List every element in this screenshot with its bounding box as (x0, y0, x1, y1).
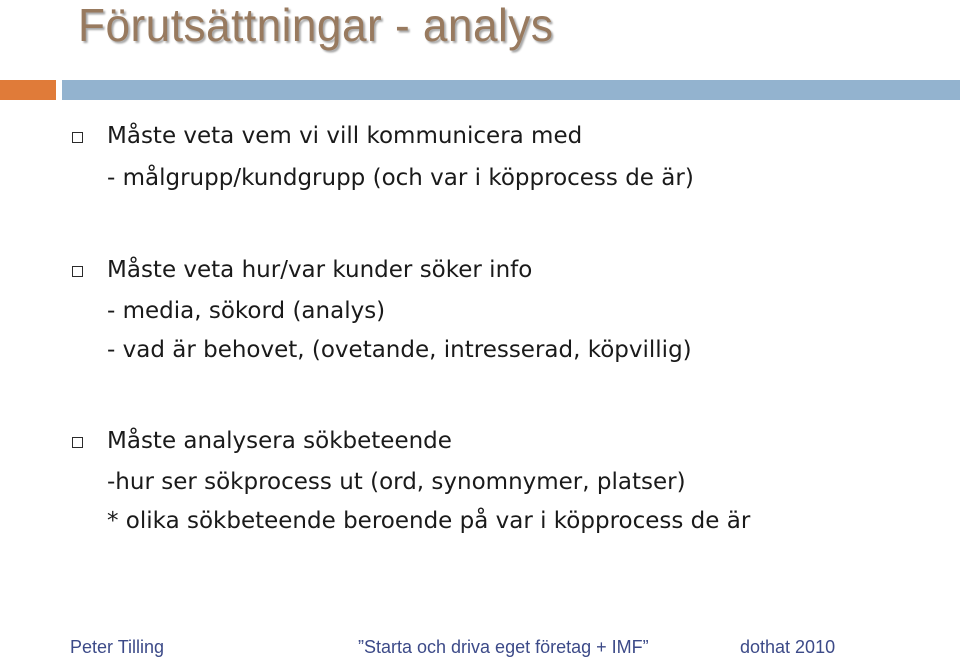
bullet-2-line-1: Måste veta hur/var kunder söker info (107, 257, 533, 283)
footer-company-year: dothat 2010 (740, 637, 836, 657)
footer-course-title: ”Starta och driva eget företag + IMF” (358, 637, 649, 657)
bullet-1-line-1: Måste veta vem vi vill kommunicera med (107, 123, 583, 149)
bullet-3-line-2: -hur ser sökprocess ut (ord, synomnymer, platser) (107, 469, 686, 495)
slide-title: Förutsättningar - analys (78, 0, 554, 51)
square-bullet-icon (72, 266, 83, 277)
bullet-3-line-1: Måste analysera sökbeteende (107, 428, 452, 454)
square-bullet-icon (72, 132, 83, 143)
title-accent-bar (0, 80, 56, 100)
bullet-2-line-3: - vad är behovet, (ovetande, intresserad, köpvillig) (107, 337, 692, 363)
title-divider-bar (62, 80, 960, 100)
footer-author: Peter Tilling (70, 637, 165, 657)
bullet-3-line-3: * olika sökbeteende beroende på var i köpprocess de är (107, 508, 751, 534)
square-bullet-icon (72, 437, 83, 448)
bullet-1-line-2: - målgrupp/kundgrupp (och var i köpprocess de är) (107, 165, 694, 191)
bullet-2-line-2: - media, sökord (analys) (107, 298, 386, 324)
